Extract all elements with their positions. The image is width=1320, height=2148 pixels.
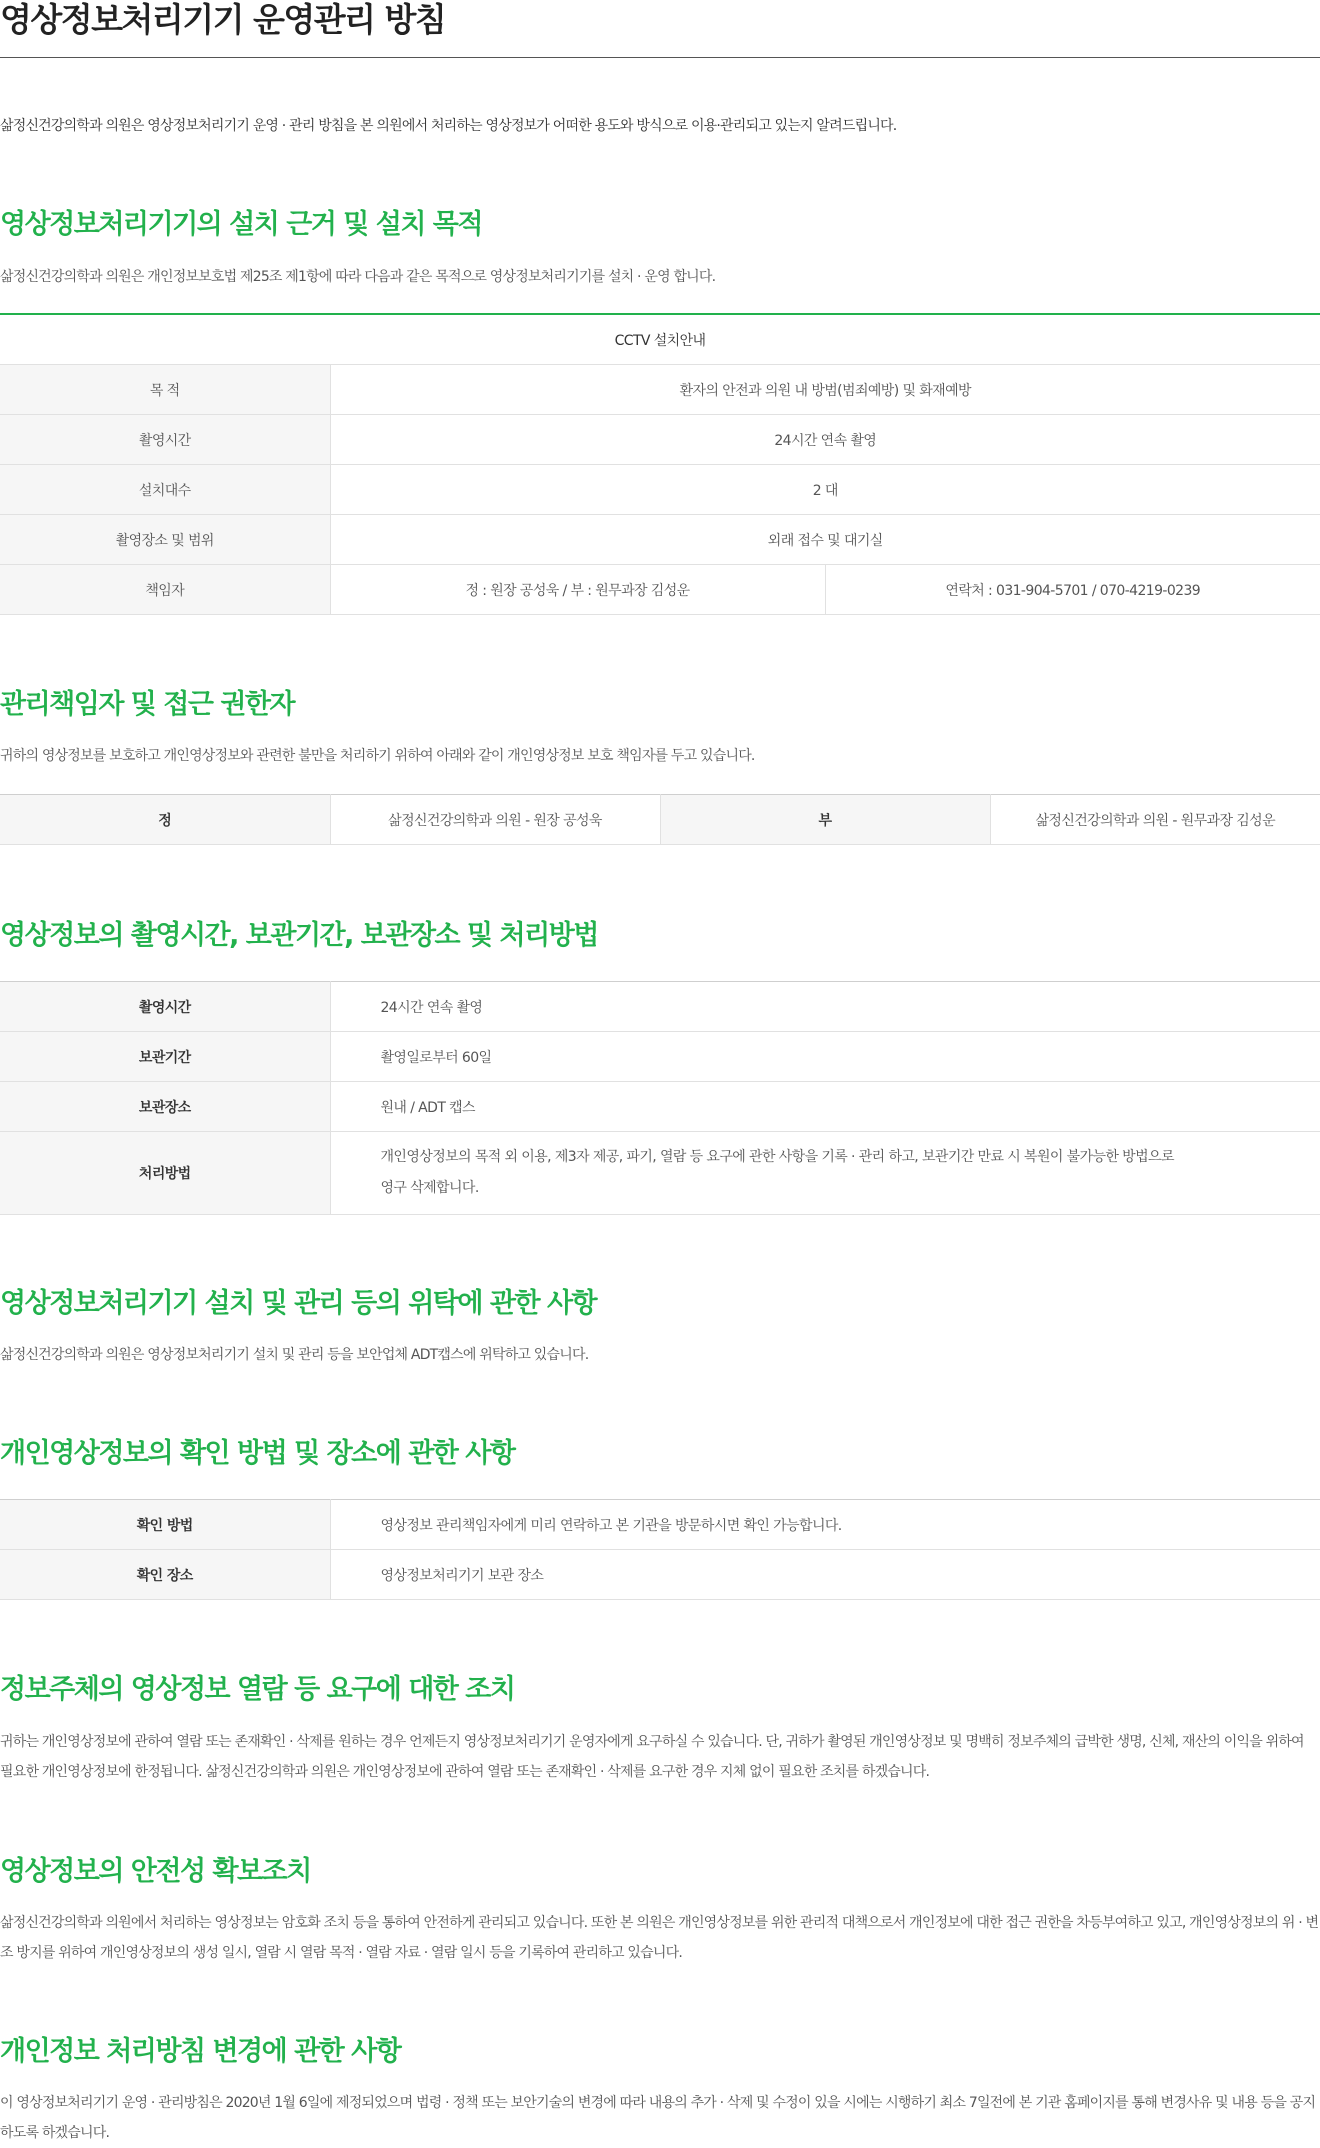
method-line-2: 영구 삭제합니다. bbox=[381, 1173, 1320, 1204]
manager-names: 정 : 원장 공성욱 / 부 : 원무과장 김성운 bbox=[330, 565, 825, 615]
cctv-info-table bbox=[0, 313, 1320, 615]
policy-page bbox=[0, 0, 1320, 58]
table-row bbox=[0, 415, 1320, 465]
row-value: 영상정보 관리책임자에게 미리 연락하고 본 기관을 방문하시면 확인 가능합니다. bbox=[330, 1500, 1320, 1550]
retention-table bbox=[0, 981, 1320, 1215]
section-title-security: 영상정보의 안전성 확보조치 bbox=[0, 1855, 311, 1889]
table-row bbox=[0, 982, 1320, 1032]
row-value: 2 대 bbox=[330, 465, 1320, 515]
secondary-value: 삶정신건강의학과 의원 - 원무과장 김성운 bbox=[990, 795, 1320, 845]
section-desc-policy-change: 이 영상정보처리기기 운영 · 관리방침은 2020년 1월 6일에 제정되었으며 법령 · 정책 또는 보안기술의 변경에 따라 내용의 추가 · 삭제 및 수정이 있을 시에는 시행하기 최소 7일전에 본 기관 홈페이지를 통해 변경사유 및 내용 등을 공지하도록 하겠습니다. bbox=[0, 2088, 1320, 2148]
managers-table bbox=[0, 794, 1320, 845]
row-value: 24시간 연속 촬영 bbox=[330, 415, 1320, 465]
section-title-managers: 관리책임자 및 접근 권한자 bbox=[0, 688, 294, 722]
table-row bbox=[0, 1132, 1320, 1215]
row-label: 보관기간 bbox=[0, 1032, 330, 1082]
row-value: 24시간 연속 촬영 bbox=[330, 982, 1320, 1032]
method-line-1: 개인영상정보의 목적 외 이용, 제3자 제공, 파기, 열람 등 요구에 관한 사항을 기록 · 관리 하고, 보관기간 만료 시 복원이 불가능한 방법으로 bbox=[381, 1142, 1320, 1173]
table-row bbox=[0, 365, 1320, 415]
row-value: 외래 접수 및 대기실 bbox=[330, 515, 1320, 565]
section-title-retention: 영상정보의 촬영시간, 보관기간, 보관장소 및 처리방법 bbox=[0, 919, 598, 953]
row-label: 확인 장소 bbox=[0, 1550, 330, 1600]
row-label: 촬영시간 bbox=[0, 982, 330, 1032]
section-title-installation: 영상정보처리기기의 설치 근거 및 설치 목적 bbox=[0, 208, 482, 242]
manager-contact: 연락처 : 031-904-5701 / 070-4219-0239 bbox=[825, 565, 1320, 615]
row-value: 원내 / ADT 캡스 bbox=[330, 1082, 1320, 1132]
secondary-label: 부 bbox=[660, 795, 990, 845]
verification-table bbox=[0, 1499, 1320, 1600]
row-label: 보관장소 bbox=[0, 1082, 330, 1132]
row-label: 촬영장소 및 범위 bbox=[0, 515, 330, 565]
section-desc-security: 삶정신건강의학과 의원에서 처리하는 영상정보는 암호화 조치 등을 통하여 안전하게 관리되고 있습니다. 또한 본 의원은 개인영상정보를 위한 관리적 대책으로서 개인정보에 대한 접근 권한을 차등부여하고 있고, 개인영상정보의 위 · 변조 방지를 위하여 개인영상정보의 생성 일시, 열람 시 열람 목적 · 열람 자료 · 열람 일시 등을 기록하여 관리하고 있습니다. bbox=[0, 1908, 1320, 1968]
row-label: 확인 방법 bbox=[0, 1500, 330, 1550]
table-row bbox=[0, 1500, 1320, 1550]
row-label: 처리방법 bbox=[0, 1132, 330, 1215]
table-row bbox=[0, 1550, 1320, 1600]
row-value: 촬영일로부터 60일 bbox=[330, 1032, 1320, 1082]
table-row bbox=[0, 465, 1320, 515]
table-caption: CCTV 설치안내 bbox=[0, 314, 1320, 365]
row-label: 설치대수 bbox=[0, 465, 330, 515]
table-row bbox=[0, 515, 1320, 565]
intro-text: 삶정신건강의학과 의원은 영상정보처리기기 운영 · 관리 방침을 본 의원에서 처리하는 영상정보가 어떠한 용도와 방식으로 이용·관리되고 있는지 알려드립니다. bbox=[0, 116, 896, 136]
section-title-access-request: 정보주체의 영상정보 열람 등 요구에 대한 조치 bbox=[0, 1673, 514, 1707]
row-value bbox=[330, 1132, 1320, 1215]
primary-value: 삶정신건강의학과 의원 - 원장 공성욱 bbox=[330, 795, 660, 845]
row-value: 영상정보처리기기 보관 장소 bbox=[330, 1550, 1320, 1600]
primary-label: 정 bbox=[0, 795, 330, 845]
table-row bbox=[0, 1082, 1320, 1132]
row-value: 환자의 안전과 의원 내 방범(범죄예방) 및 화재예방 bbox=[330, 365, 1320, 415]
table-row bbox=[0, 1032, 1320, 1082]
section-title-outsourcing: 영상정보처리기기 설치 및 관리 등의 위탁에 관한 사항 bbox=[0, 1287, 596, 1321]
page-title: 영상정보처리기기 운영관리 방침 bbox=[0, 0, 1320, 58]
section-desc-outsourcing: 삶정신건강의학과 의원은 영상정보처리기기 설치 및 관리 등을 보안업체 ADT캡스에 위탁하고 있습니다. bbox=[0, 1340, 1320, 1370]
table-row bbox=[0, 795, 1320, 845]
table-row bbox=[0, 314, 1320, 365]
section-title-verification: 개인영상정보의 확인 방법 및 장소에 관한 사항 bbox=[0, 1437, 514, 1471]
section-desc-installation: 삶정신건강의학과 의원은 개인정보보호법 제25조 제1항에 따라 다음과 같은 목적으로 영상정보처리기기를 설치 · 운영 합니다. bbox=[0, 262, 1320, 292]
row-label: 책임자 bbox=[0, 565, 330, 615]
section-desc-access-request: 귀하는 개인영상정보에 관하여 열람 또는 존재확인 · 삭제를 원하는 경우 언제든지 영상정보처리기기 운영자에게 요구하실 수 있습니다. 단, 귀하가 촬영된 개인영상정보 및 명백히 정보주체의 급박한 생명, 신체, 재산의 이익을 위하여 필요한 개인영상정보에 한정됩니다. 삶정신건강의학과 의원은 개인영상정보에 관하여 열람 또는 존재확인 · 삭제를 요구한 경우 지체 없이 필요한 조치를 하겠습니다. bbox=[0, 1727, 1320, 1787]
section-title-policy-change: 개인정보 처리방침 변경에 관한 사항 bbox=[0, 2035, 400, 2069]
section-desc-managers: 귀하의 영상정보를 보호하고 개인영상정보와 관련한 불만을 처리하기 위하여 아래와 같이 개인영상정보 보호 책임자를 두고 있습니다. bbox=[0, 741, 1320, 771]
row-label: 목 적 bbox=[0, 365, 330, 415]
row-label: 촬영시간 bbox=[0, 415, 330, 465]
table-row bbox=[0, 565, 1320, 615]
